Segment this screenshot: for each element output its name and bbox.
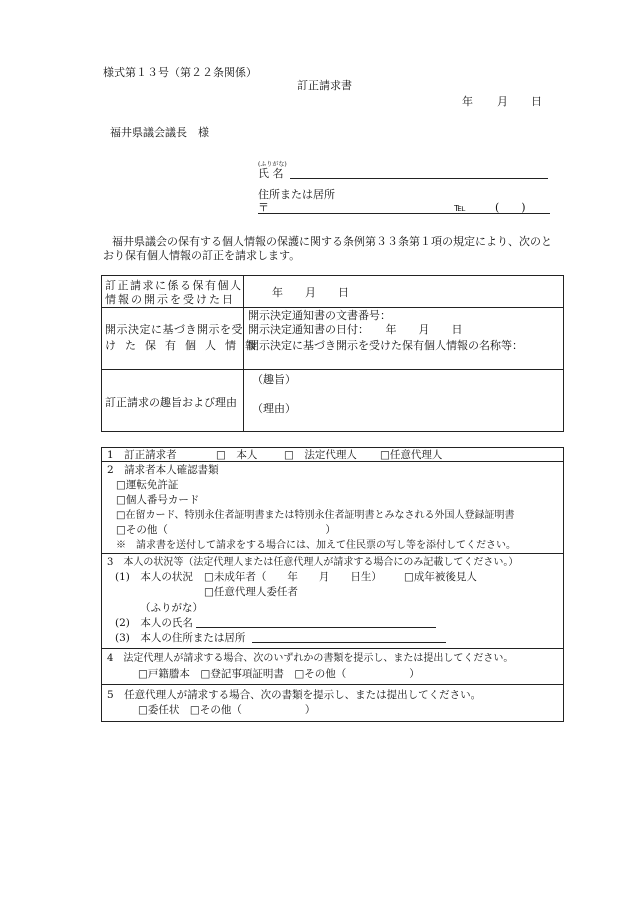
id-docs-title: 2 請求者本人確認書類: [107, 464, 219, 476]
form-number: 様式第１３号（第２２条関係）: [103, 66, 257, 79]
checkbox-other-id[interactable]: □その他（ ）: [116, 524, 336, 536]
voluntary-agent-docs-title: 5 任意代理人が請求する場合、次の書類を提示し、または提出してください。: [107, 689, 482, 701]
info-name[interactable]: 開示決定に基づき開示を受けた保有個人情報の名称等：: [248, 339, 523, 352]
voluntary-agent-docs-options[interactable]: □委任状 □その他（ ）: [138, 704, 316, 716]
intro-line-1: 福井県議会の保有する個人情報の保護に関する条例第３３条第１項の規定により、次のと: [112, 235, 552, 248]
principal-name-label: (2) 本人の氏名: [115, 617, 193, 629]
addressee: 福井県議会議長 様: [110, 126, 209, 139]
date-month: 月: [497, 95, 508, 108]
checkbox-voluntary-agent[interactable]: □任意代理人: [380, 449, 443, 461]
disclosed-date-value[interactable]: 年 月 日: [272, 286, 349, 299]
checkbox-mynumber-card[interactable]: □個人番号カード: [116, 494, 200, 506]
name-furigana: (ふりがな): [258, 161, 287, 168]
table-row-divider: [101, 369, 563, 370]
date-year: 年: [462, 95, 473, 108]
checkbox-delegator[interactable]: □任意代理人委任者: [204, 586, 298, 598]
purpose-reason-label: 訂正請求の趣旨および理由: [105, 396, 237, 409]
table-row-divider: [101, 307, 563, 308]
disclosure-label-1: 開示決定に基づき開示を受: [105, 323, 243, 336]
table-row-divider: [101, 648, 563, 649]
requester-type-label: 1 訂正請求者: [107, 449, 177, 461]
principal-address-label: (3) 本人の住所または居所: [115, 632, 246, 644]
tel-area: ( ): [495, 201, 526, 214]
table-row-divider: [101, 684, 563, 685]
name-field[interactable]: [290, 178, 548, 179]
intro-line-2: おり保有個人情報の訂正を請求します。: [103, 249, 301, 262]
mail-note: ※ 請求書を送付して請求をする場合には、加えて住民票の写し等を添付してください。: [116, 540, 516, 551]
checkbox-self[interactable]: □ 本人: [216, 449, 258, 461]
name-label: 氏 名: [258, 167, 284, 180]
principal-status-title: 3 本人の状況等（法定代理人または任意代理人が請求する場合にのみ記載してください。）: [107, 557, 519, 568]
legal-agent-docs-title: 4 法定代理人が請求する場合、次のいずれかの書類を提示し、または提出してください。: [107, 653, 514, 664]
principal-name-field[interactable]: [196, 627, 436, 628]
tel-mark: ℡: [454, 201, 466, 214]
checkbox-adult-ward[interactable]: □成年被後見人: [404, 571, 477, 583]
checkbox-minor[interactable]: □未成年者（ 年 月 日生）: [204, 571, 382, 583]
form-title: 訂正請求書: [297, 79, 352, 92]
principal-status-label: (1) 本人の状況: [115, 571, 193, 583]
address-label: 住所または居所: [258, 188, 335, 201]
reason-field[interactable]: （理由）: [252, 402, 296, 415]
address-field[interactable]: [258, 213, 550, 214]
disclosure-label-2: けた保有個人情報: [105, 339, 265, 352]
legal-agent-docs-options[interactable]: □戸籍謄本 □登記事項証明書 □その他（ ）: [138, 668, 420, 680]
checkbox-residence-card[interactable]: □在留カード、特別永住者証明書または特別永住者証明書とみなされる外国人登録証明書: [116, 510, 515, 521]
checkbox-legal-agent[interactable]: □ 法定代理人: [284, 449, 357, 461]
date-day: 日: [531, 95, 542, 108]
postal-mark: 〒: [258, 201, 269, 214]
notice-doc-number[interactable]: 開示決定通知書の文書番号：: [248, 309, 391, 322]
principal-address-field[interactable]: [252, 642, 446, 643]
principal-furigana: （ふりがな）: [140, 602, 203, 614]
table-col-divider: [243, 275, 244, 431]
disclosed-date-label-2: 情報の開示を受けた日: [105, 293, 235, 306]
table-row-divider: [101, 553, 563, 554]
checkbox-drivers-license[interactable]: □運転免許証: [116, 479, 179, 491]
notice-date[interactable]: 開示決定通知書の日付： 年 月 日: [248, 323, 463, 336]
purpose-field[interactable]: （趣旨）: [252, 373, 296, 386]
disclosed-date-label-1: 訂正請求に係る保有個人: [105, 279, 243, 292]
